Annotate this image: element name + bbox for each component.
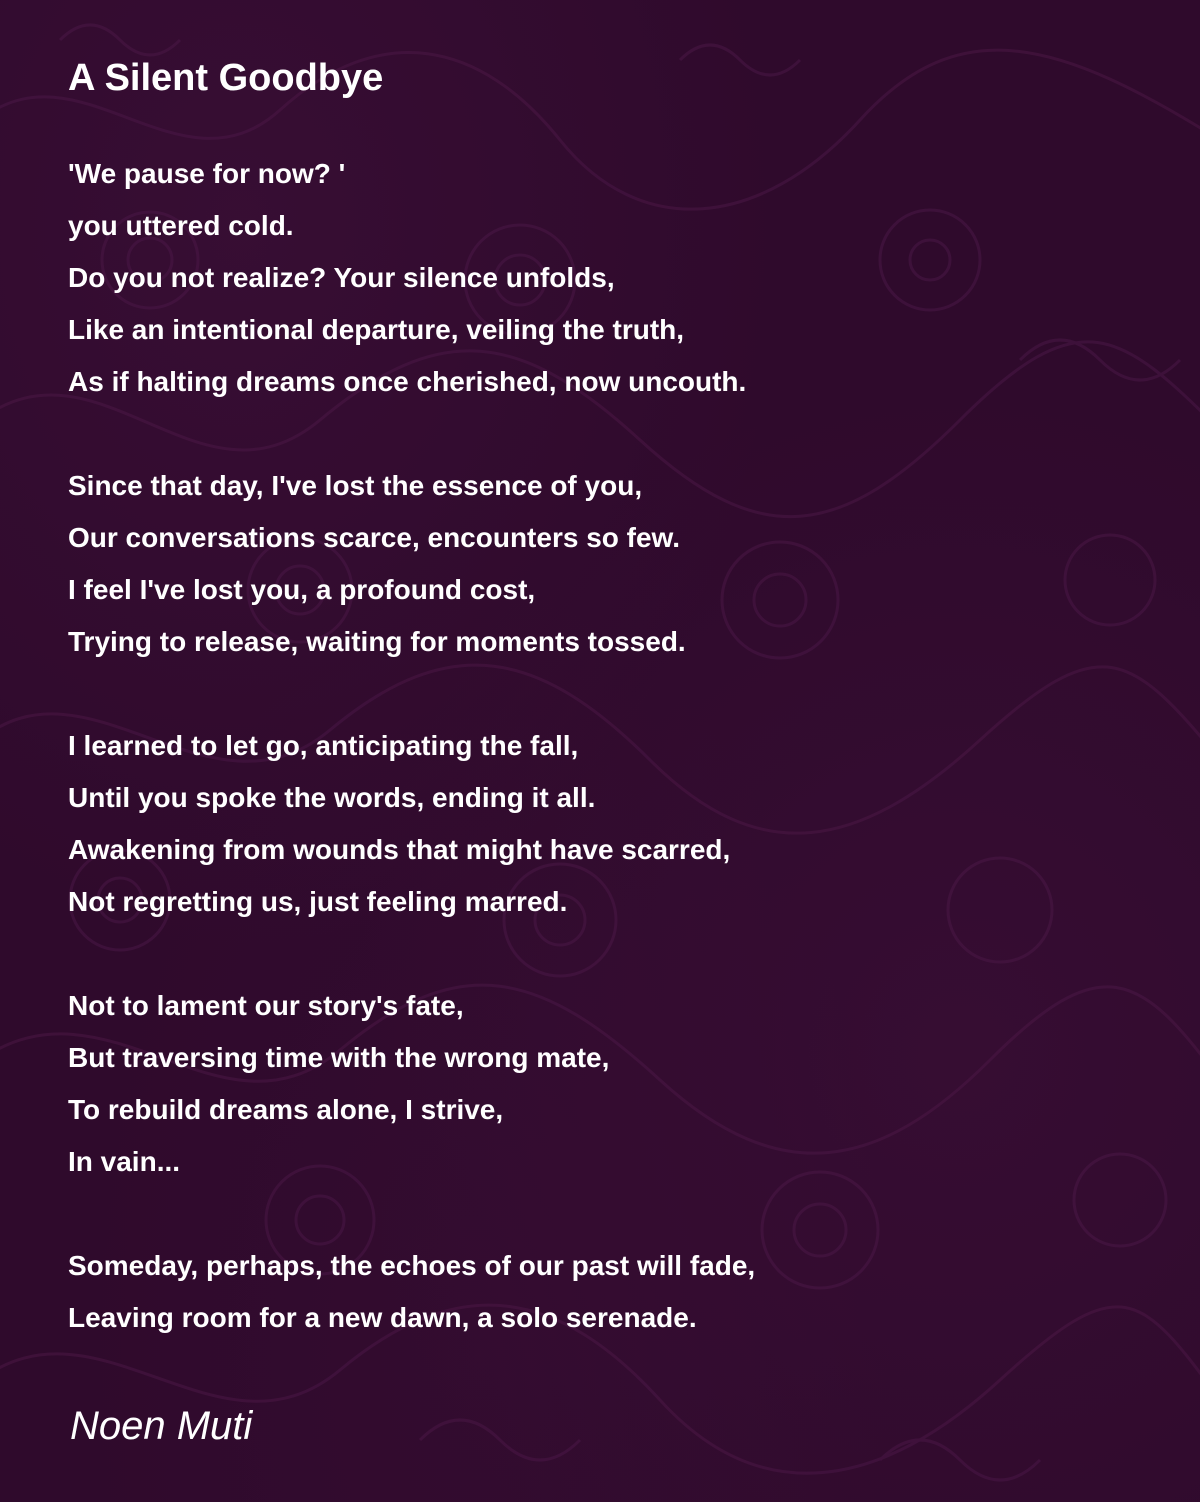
poem-line: As if halting dreams once cherished, now uncouth. bbox=[68, 366, 747, 397]
poem-line: In vain... bbox=[68, 1146, 181, 1177]
poem-line: Do you not realize? Your silence unfolds, bbox=[68, 262, 615, 293]
poem-line: Leaving room for a new dawn, a solo serenade. bbox=[68, 1302, 697, 1333]
poem-line: To rebuild dreams alone, I strive, bbox=[68, 1094, 504, 1125]
poem-line: Like an intentional departure, veiling the truth, bbox=[68, 314, 685, 345]
poem-line: 'We pause for now? ' bbox=[68, 158, 346, 189]
poem-stanza bbox=[68, 460, 1148, 668]
poem-title: A Silent Goodbye bbox=[68, 57, 384, 99]
poem-stanza bbox=[68, 980, 1148, 1188]
poem-line: But traversing time with the wrong mate, bbox=[68, 1042, 610, 1073]
poem-line: I learned to let go, anticipating the fall, bbox=[68, 730, 579, 761]
poem-line: Trying to release, waiting for moments tossed. bbox=[68, 626, 686, 657]
poem-stanza bbox=[68, 720, 1148, 928]
poem-line: Awakening from wounds that might have scarred, bbox=[68, 834, 731, 865]
poem-line: Not to lament our story's fate, bbox=[68, 990, 464, 1021]
poem-line: Not regretting us, just feeling marred. bbox=[68, 886, 568, 917]
poem-line: Since that day, I've lost the essence of you, bbox=[68, 470, 643, 501]
poem-author: Noen Muti bbox=[70, 1404, 253, 1448]
poem-line: Until you spoke the words, ending it all. bbox=[68, 782, 596, 813]
poem-stanza bbox=[68, 1240, 1148, 1344]
poem-line: Our conversations scarce, encounters so few. bbox=[68, 522, 681, 553]
poem-line: Someday, perhaps, the echoes of our past will fade, bbox=[68, 1250, 756, 1281]
poem-line: you uttered cold. bbox=[68, 210, 294, 241]
poem-line: I feel I've lost you, a profound cost, bbox=[68, 574, 536, 605]
poem-stanza bbox=[68, 148, 1148, 408]
poem-body bbox=[68, 148, 1148, 1396]
